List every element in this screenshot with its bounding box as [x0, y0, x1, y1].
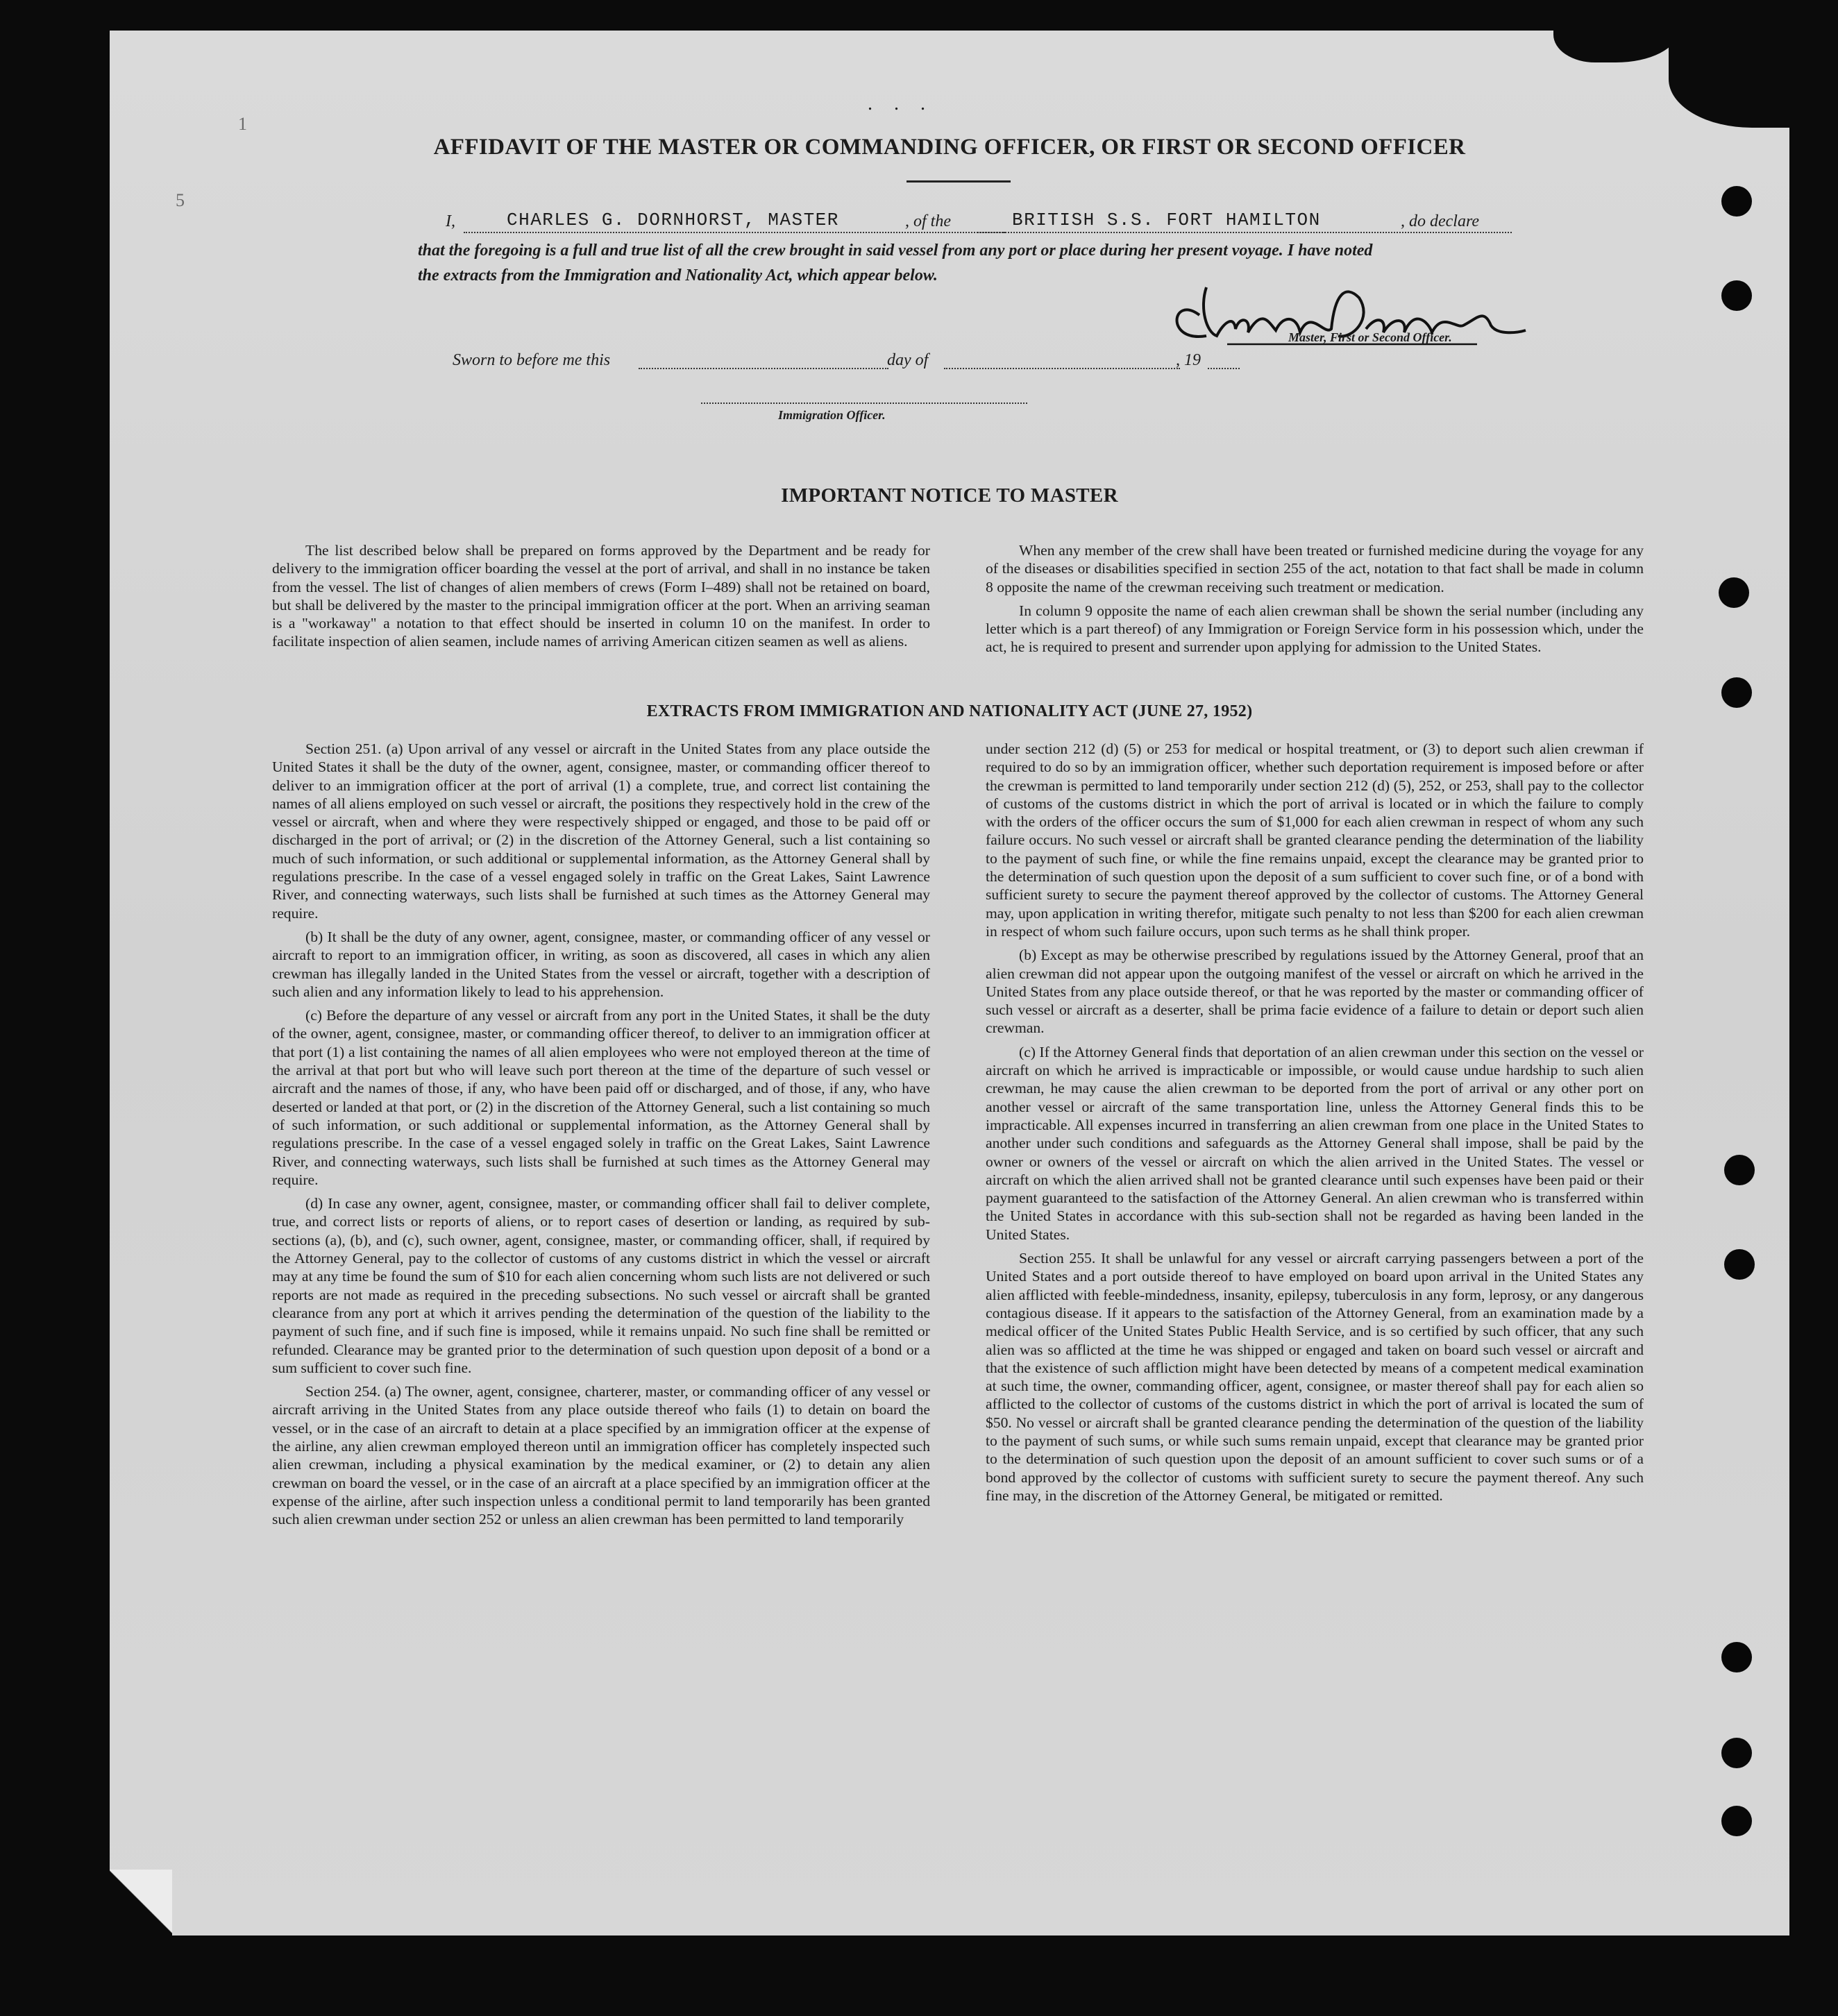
day-of-label: day of [887, 351, 929, 369]
margin-mark: 1 [238, 114, 247, 134]
torn-edge [1553, 31, 1678, 62]
binder-hole [1721, 1738, 1752, 1768]
binder-hole [1719, 577, 1749, 608]
title-underline [907, 180, 1011, 183]
extract-paragraph: Section 255. It shall be unlawful for any vessel or aircraft carrying passengers between a port of the United States and a port outside thereof to have employed on board upon arrival in the United States any alien afflicted with feeble-mindedness, insanity, epilepsy, tuberculosis in any form, leprosy, or any dangerous contagious disease. If it appears to the satisfaction of the Attorney General, from an examination made by a medical officer of the United States Public Health Service, and is so certified by such officer, that any such alien was so afflicted at the time he was shipped or engaged and taken on board such vessel or aircraft and that the existence of such affliction might have been detected by means of a competent medical examination at such time, the owner, commanding officer, agent, consignee, or master thereof shall pay for each alien so afflicted to the collector of customs of the customs district in which the port of arrival is located the sum of $50. No vessel or aircraft shall be granted clearance pending the determination of the question of the liability to the payment of such sums, or while such sums remain unpaid, except that clearance may be granted prior to the determination of such question upon the deposit of an amount sufficient to cover such sums or of a bond approved by the collector of customs with sufficient surety to secure the payment thereof. Any such fine may, in the discretion of the Attorney General, be mitigated or remitted. [986, 1250, 1644, 1504]
affidavit-statement-line3: the extracts from the Immigration and Nationality Act, which appear below. [418, 266, 938, 285]
declarant-field: CHARLES G. DORNHORST, MASTER [507, 210, 839, 230]
notice-right-paragraph: In column 9 opposite the name of each alien crewman shall be shown the serial number (including any letter which is a part thereof) of any Immigration or Foreign Service form in his possession which, under the act, he is required to present and surrender upon applying for admission to the United States. [986, 602, 1644, 656]
of-the-label: , of the [905, 212, 951, 230]
extracts-title: EXTRACTS FROM IMMIGRATION AND NATIONALITY ACT (JUNE 27, 1952) [646, 702, 1253, 720]
sworn-day-line [639, 368, 888, 369]
vessel-field: BRITISH S.S. FORT HAMILTON [1012, 210, 1321, 230]
binder-hole [1724, 1155, 1755, 1185]
do-declare-label: , do declare [1401, 212, 1480, 230]
decorative-dots: . . . [868, 93, 934, 115]
notice-title: IMPORTANT NOTICE TO MASTER [781, 484, 1118, 507]
torn-corner [1669, 31, 1789, 128]
extract-paragraph: Section 251. (a) Upon arrival of any vessel or aircraft in the United States from any place outside the United States it shall be the duty of the owner, agent, consignee, master, or commanding officer thereof to deliver to an immigration officer at the port of arrival (1) a complete, true, and correct list containing the names of all aliens employed on such vessel or aircraft, the positions they respectively hold in the crew of the vessel or aircraft, when and where they were respectively shipped or engaged, and those to be paid off or discharged in the port of arrival; or (2) in the discretion of the Attorney General, such a list containing so much of such information, or such additional or supplemental information, as the Attorney General shall by regulations prescribe. In the case of a vessel engaged solely in traffic on the Great Lakes, Saint Lawrence River, and connecting waterways, such lists shall be furnished at such times as the Attorney General may require. [272, 740, 930, 922]
affidavit-statement-line2: that the foregoing is a full and true list of all the crew brought in said vessel from any port or place during her present voyage. I have noted [418, 242, 1373, 260]
binder-hole [1721, 1806, 1752, 1836]
extract-paragraph: (c) If the Attorney General finds that deportation of an alien crewman under this section on the vessel or aircraft on which he arrived is impracticable or impossible, or would cause undue hardship to such alien crewman, he may cause the alien crewman to be deported from the port of arrival or any other port on another vessel or aircraft of the same transportation line, unless the Attorney General finds this to be impracticable. All expenses incurred in transferring an alien crewman from one place in the United States to another under such conditions and safeguards as the Attorney General shall impose, shall be paid by the owner or owners of the vessel or aircraft on which the alien arrived in the United States. The vessel or aircraft on which the alien arrived shall not be granted clearance until such expenses have been paid or their payment guaranteed to the satisfaction of the Attorney General. An alien crewman who is transferred within the United States in accordance with this sub-section shall not be regarded as having been landed in the United States. [986, 1043, 1644, 1243]
signature-caption: Master, First or Second Officer. [1288, 330, 1452, 344]
margin-mark: 5 [176, 190, 185, 210]
sworn-year-line [1208, 368, 1240, 369]
declarant-line [464, 232, 1005, 233]
notice-right-paragraph: When any member of the crew shall have been treated or furnished medicine during the voyage for any of the diseases or disabilities specified in section 255 of the act, notation to that fact shall be made in column 8 opposite the name of the crewman receiving such treatment or medication. [986, 542, 1644, 595]
extracts-left-column [272, 740, 930, 1534]
sworn-label: Sworn to before me this [453, 351, 611, 369]
extract-paragraph: under section 212 (d) (5) or 253 for medical or hospital treatment, or (3) to deport such alien crewman if required to do so by an immigration officer, whether such deportation requirement is imposed before or after the crewman is permitted to land temporarily under section 212 (d) (5), 252, or 253, shall pay to the collector of customs of the customs district in which the port of arrival is located or in which the failure to comply with the orders of the officer occurs the sum of $1,000 for each alien crewman in respect of whom any such failure occurs. No such vessel or aircraft shall be granted clearance pending the determination of the liability to the payment of such fine, or while the fine remains unpaid, except the clearance may be granted prior to the determination of such question upon the deposit of a sum sufficient to cover such fine, or of a bond with sufficient surety to secure the payment thereof approved by the collector of customs. The Attorney General may, upon application in writing therefor, mitigate such penalty to not less than $200 for each alien crewman in respect of whom such failure occurs, upon such terms as he shall think proper. [986, 740, 1644, 940]
notice-left-column [272, 541, 930, 657]
vessel-line [977, 232, 1512, 233]
binder-hole [1721, 186, 1752, 217]
i-label: I, [446, 212, 455, 230]
notice-left-paragraph: The list described below shall be prepared on forms approved by the Department and be ready for delivery to the immigration officer boarding the vessel at the port of arrival, and shall in no instance be taken from the vessel. The list of changes of alien members of crews (Form I–489) shall not be retained on board, but shall be delivered by the master to the principal immigration officer at the port. When an arriving seaman is a "workaway" a notation to that effect should be inserted in column 10 on the manifest. In order to facilitate inspection of alien seamen, include names of arriving American citizen seamen as well as aliens. [272, 542, 930, 650]
affidavit-title: AFFIDAVIT OF THE MASTER OR COMMANDING OFFICER, OR FIRST OR SECOND OFFICER [433, 135, 1466, 160]
year-label: , 19 [1176, 351, 1201, 369]
extract-paragraph: (b) Except as may be otherwise prescribed by regulations issued by the Attorney General, proof that an alien crewman did not appear upon the outgoing manifest of the vessel or aircraft on which he arrived in the United States from any place outside thereof, or that he was reported by the master or commanding officer of such vessel or aircraft as a deserter, shall be prima facie evidence of a failure to detain or deport such alien crewman. [986, 947, 1644, 1037]
binder-hole [1721, 280, 1752, 311]
sworn-month-line [944, 368, 1180, 369]
extracts-right-column [986, 740, 1644, 1510]
extract-paragraph: (b) It shall be the duty of any owner, agent, consignee, master, or commanding officer of any vessel or aircraft to report to an immigration officer, in writing, as soon as discovered, all cases in which any alien crewman has illegally landed in the United States from the vessel or aircraft, together with a description of such alien and any information likely to lead to his apprehension. [272, 928, 930, 1000]
document-page [110, 31, 1789, 1935]
officer-signature-line [701, 403, 1027, 404]
officer-caption: Immigration Officer. [778, 408, 886, 422]
notice-right-column [986, 541, 1644, 662]
extract-paragraph: (d) In case any owner, agent, consignee, master, or commanding officer shall fail to deliver complete, true, and correct lists or reports of aliens, or to report cases of desertion or landing, as required by sub-sections (a), (b), and (c), such owner, agent, consignee, master, or commanding officer, shall, if required by the Attorney General, pay to the collector of customs of any customs district in which the vessel or aircraft may at any time be found the sum of $10 for each alien concerning whom such lists are not delivered or such reports are not made as required in the preceding subsections. No such vessel or aircraft shall be granted clearance from any port at which it arrives pending the determination of the question of the liability to the payment of such fine, and if such fine is imposed, while it remains unpaid. No such fine shall be remitted or refunded. Clearance may be granted prior to the determination of such question upon deposit of a bond or a sum sufficient to cover such fine. [272, 1195, 930, 1376]
binder-hole [1724, 1249, 1755, 1280]
binder-hole [1721, 1642, 1752, 1672]
folded-corner [110, 1870, 172, 1935]
extract-paragraph: Section 254. (a) The owner, agent, consignee, charterer, master, or commanding officer of any vessel or aircraft arriving in the United States from any place outside thereof who fails (1) to detain on board the vessel, or in the case of an aircraft to detain at a place specified by an immigration officer at the expense of the airline, any alien crewman employed thereon until an immigration officer has completely inspected such alien crewman, including a physical examination by the medical examiner, or (2) to detain any alien crewman on board the vessel, or in the case of an aircraft at a place specified by an immigration officer at the expense of the airline, after such inspection unless a conditional permit to land temporarily has been granted such alien crewman under section 252 or unless an alien crewman has been permitted to land temporarily [272, 1383, 930, 1528]
extract-paragraph: (c) Before the departure of any vessel or aircraft from any port in the United States, it shall be the duty of the owner, agent, consignee, master, or commanding officer thereof, to deliver to an immigration officer at that port (1) a list containing the names of all alien employees who were not employed thereon at the time of the arrival at that port but who will leave such port thereon at the time of the departure of such vessel or aircraft and the names of those, if any, who have been paid off or discharged, and of those, if any, who have deserted or landed at that port, or (2) in the discretion of the Attorney General, such a list containing so much of such information, or such additional or supplemental information, as the Attorney General shall by regulations prescribe. In the case of a vessel engaged solely in traffic on the Great Lakes, Saint Lawrence River, and connecting waterways, such lists shall be furnished at such times as the Attorney General may require. [272, 1007, 930, 1188]
